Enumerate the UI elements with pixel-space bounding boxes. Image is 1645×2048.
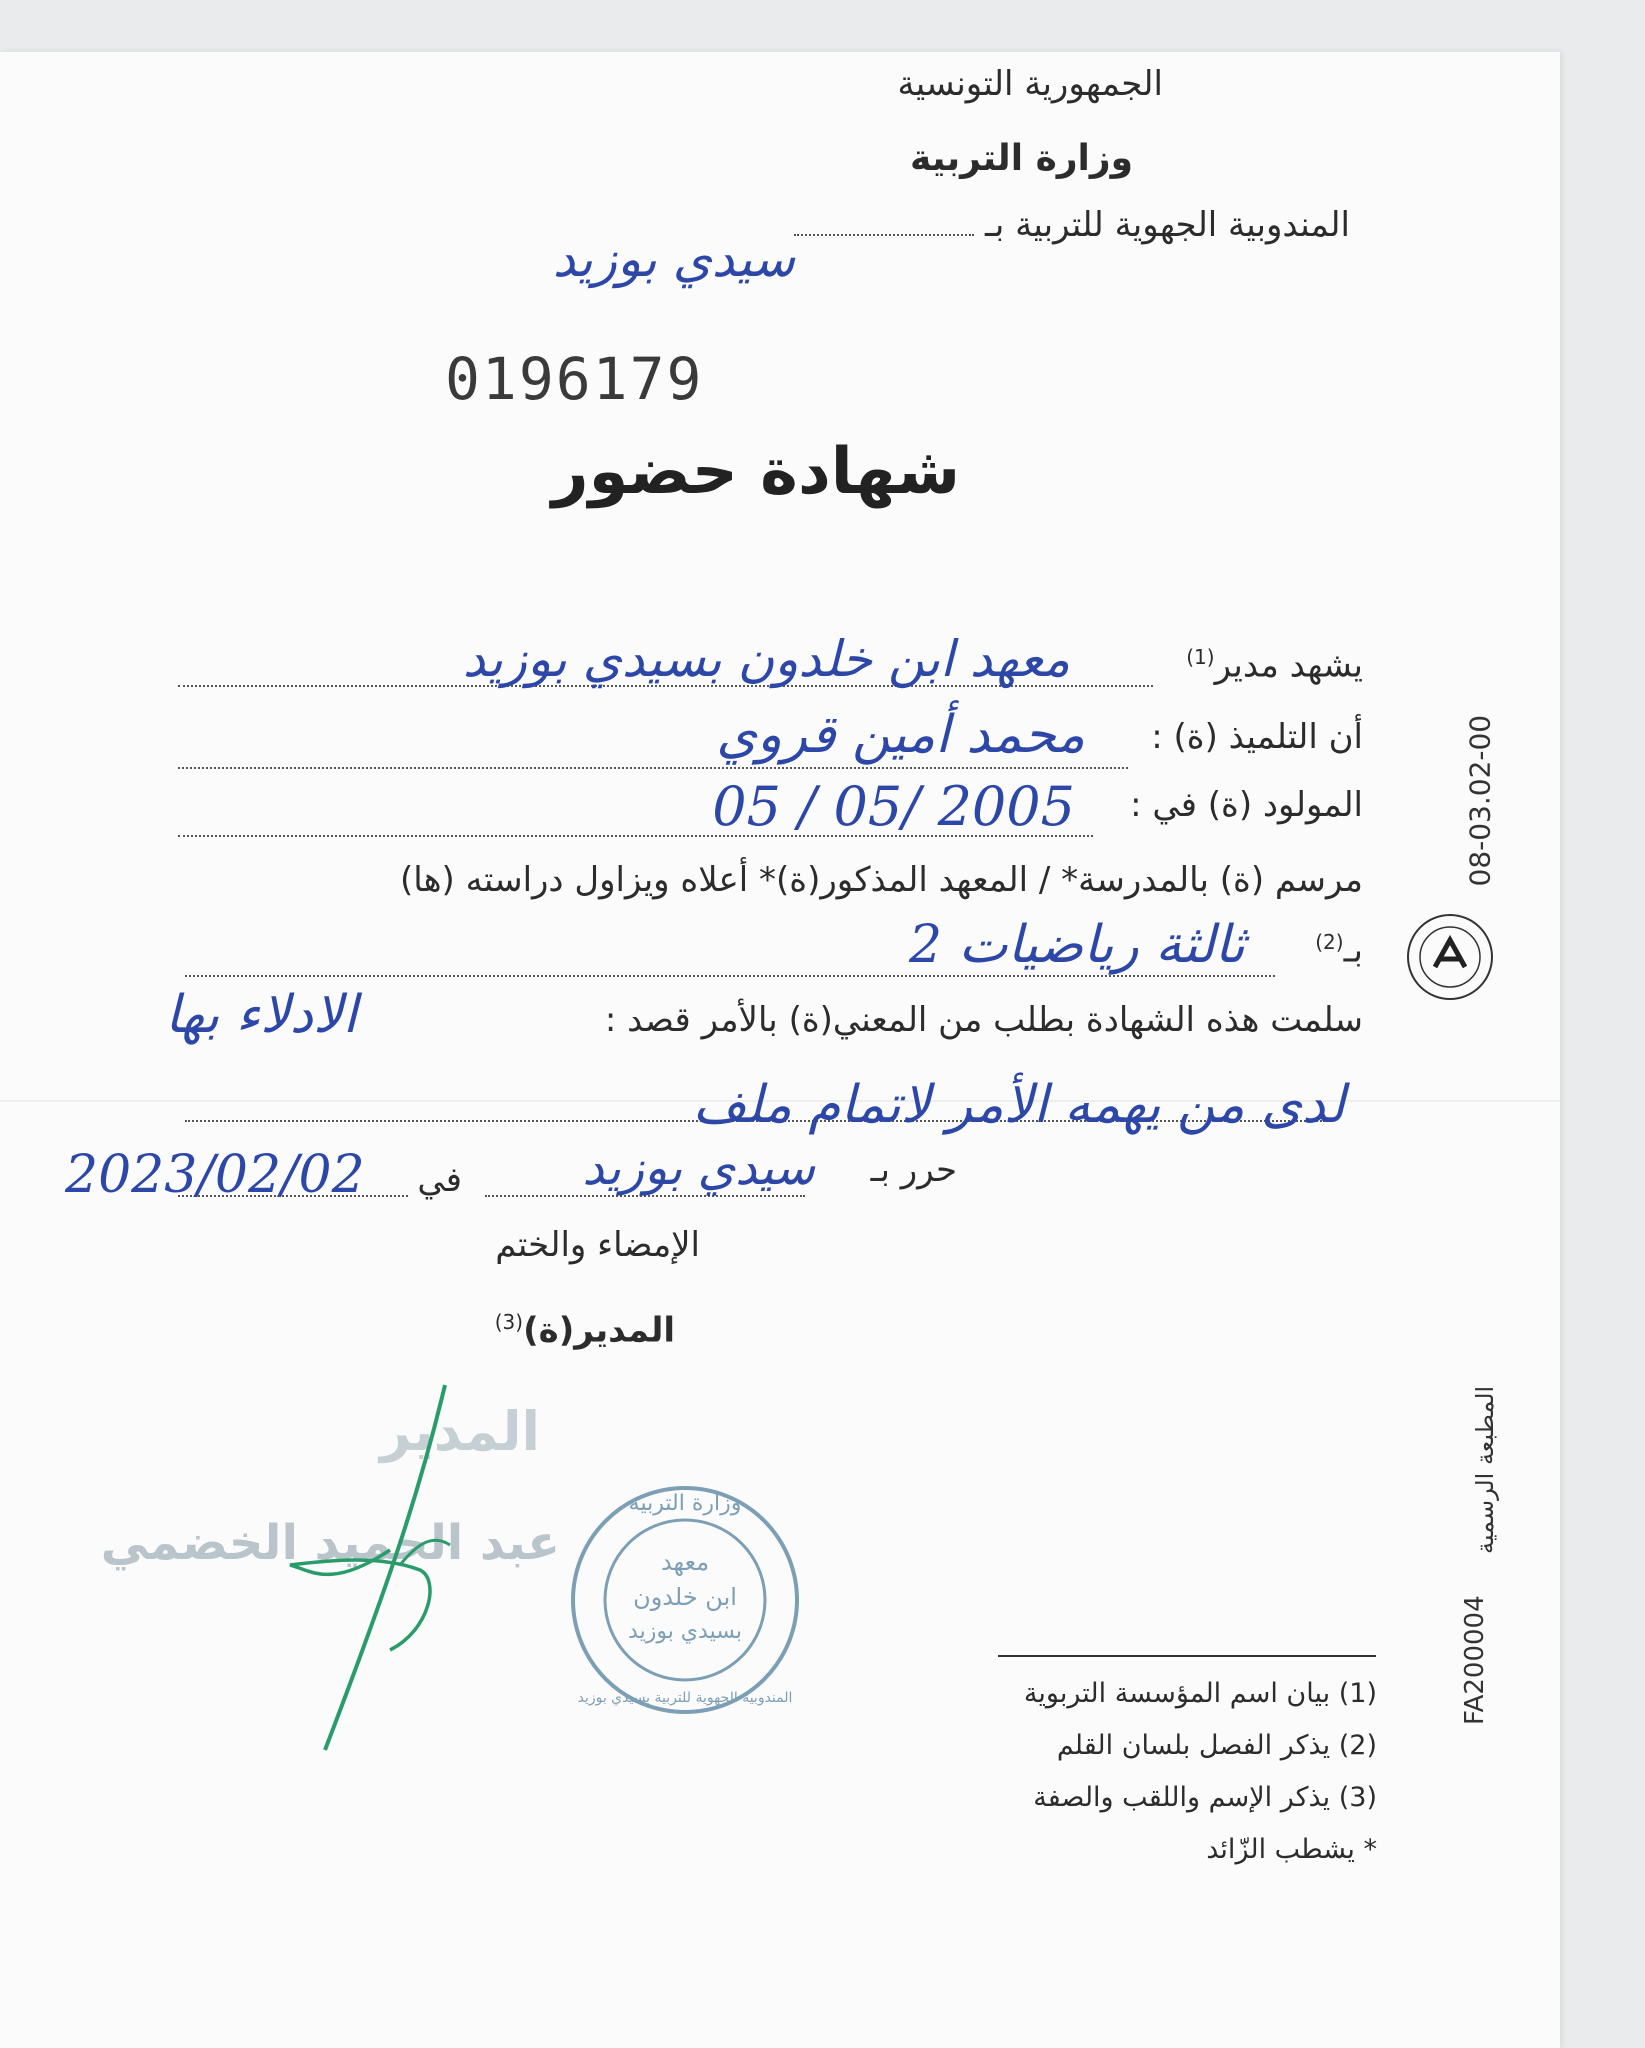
birth-label: المولود (ة) في : — [1130, 785, 1363, 825]
footnote-3: (3) يذكر الإسم واللقب والصفة — [1033, 1782, 1377, 1813]
form-code-top: 08-03.02-00 — [1463, 714, 1497, 887]
class-handwritten: ثالثة رياضيات 2 — [909, 915, 1245, 975]
on-label: في — [417, 1160, 462, 1200]
class-footnote-ref: (2) — [1315, 930, 1344, 954]
regional-dots — [794, 233, 974, 236]
issued-label: سلمت هذه الشهادة بطلب من المعني(ة) بالأمر قصد : — [604, 1000, 1363, 1040]
student-label: أن التلميذ (ة) : — [1151, 717, 1363, 757]
signature-stamp-title: المدير — [379, 1400, 540, 1463]
regional-label: المندوبية الجهوية للتربية بـ — [984, 205, 1350, 245]
issued-handwritten-2: لدى من يهمه الأمر لاتمام ملف — [692, 1075, 1345, 1135]
director-title-line — [495, 1310, 675, 1350]
stamp-ring-top: وزارة التربية — [628, 1491, 742, 1516]
republic-heading: الجمهورية التونسية — [897, 64, 1163, 104]
footnote-1: (1) بيان اسم المؤسسة التربوية — [1023, 1678, 1377, 1709]
regional-directorate-line — [794, 205, 1350, 245]
student-handwritten: محمد أمين قروي — [716, 705, 1085, 765]
done-at-handwritten: سيدي بوزيد — [582, 1140, 815, 1196]
regional-handwritten: سيدي بوزيد — [552, 230, 795, 288]
school-round-stamp-icon — [565, 1480, 805, 1720]
director-footnote-ref: (1) — [1186, 645, 1215, 669]
director-title: المدير(ة) — [523, 1310, 675, 1351]
date-handwritten: 2023/02/02 — [65, 1145, 365, 1205]
footnote-4: * يشطب الزّائد — [1206, 1834, 1377, 1865]
director-label: يشهد مدير — [1214, 645, 1363, 686]
birth-date-handwritten: 2005 /05 / 05 — [712, 775, 1075, 838]
enrolled-text: مرسم (ة) بالمدرسة* / المعهد المذكور(ة)* أعلاه ويزاول دراسته (ها) — [399, 860, 1363, 900]
footnote-2: (2) يذكر الفصل بلسان القلم — [1056, 1730, 1377, 1761]
document-title: شهادة حضور — [551, 435, 960, 509]
ministry-heading: وزارة التربية — [910, 138, 1133, 179]
issued-handwritten-1: الادلاء بها — [165, 985, 358, 1045]
class-label: بـ — [1343, 930, 1363, 971]
signature-label: الإمضاء والختم — [495, 1225, 700, 1265]
footnote-divider — [998, 1655, 1376, 1657]
director-handwritten: معهد ابن خلدون بسيدي بوزيد — [462, 630, 1070, 688]
form-code-bottom: FA200004 — [1460, 1595, 1490, 1725]
class-line — [1315, 930, 1363, 970]
stamp-center-1: معهد — [660, 1548, 710, 1576]
signature-stamp-name: عبد الحميد الخضمي — [100, 1515, 560, 1571]
serial-number: 0196179 — [445, 345, 704, 413]
student-dotted-line — [178, 767, 1128, 769]
done-at-label: حرر بـ — [870, 1150, 957, 1190]
director-title-footnote-ref: (3) — [494, 1310, 524, 1334]
emblem-seal-icon — [1405, 912, 1495, 1002]
stamp-center-3: بسيدي بوزيد — [628, 1619, 742, 1644]
handwritten-signature — [270, 1370, 470, 1760]
stamp-center-2: ابن خلدون — [633, 1583, 737, 1611]
printer-name: المطبعة الرسمية — [1471, 1385, 1499, 1554]
stamp-ring-bottom: المندوبية الجهوية للتربية بسيدي بوزيد — [577, 1690, 793, 1706]
director-line — [1186, 645, 1363, 685]
class-dotted-line — [185, 975, 1275, 977]
